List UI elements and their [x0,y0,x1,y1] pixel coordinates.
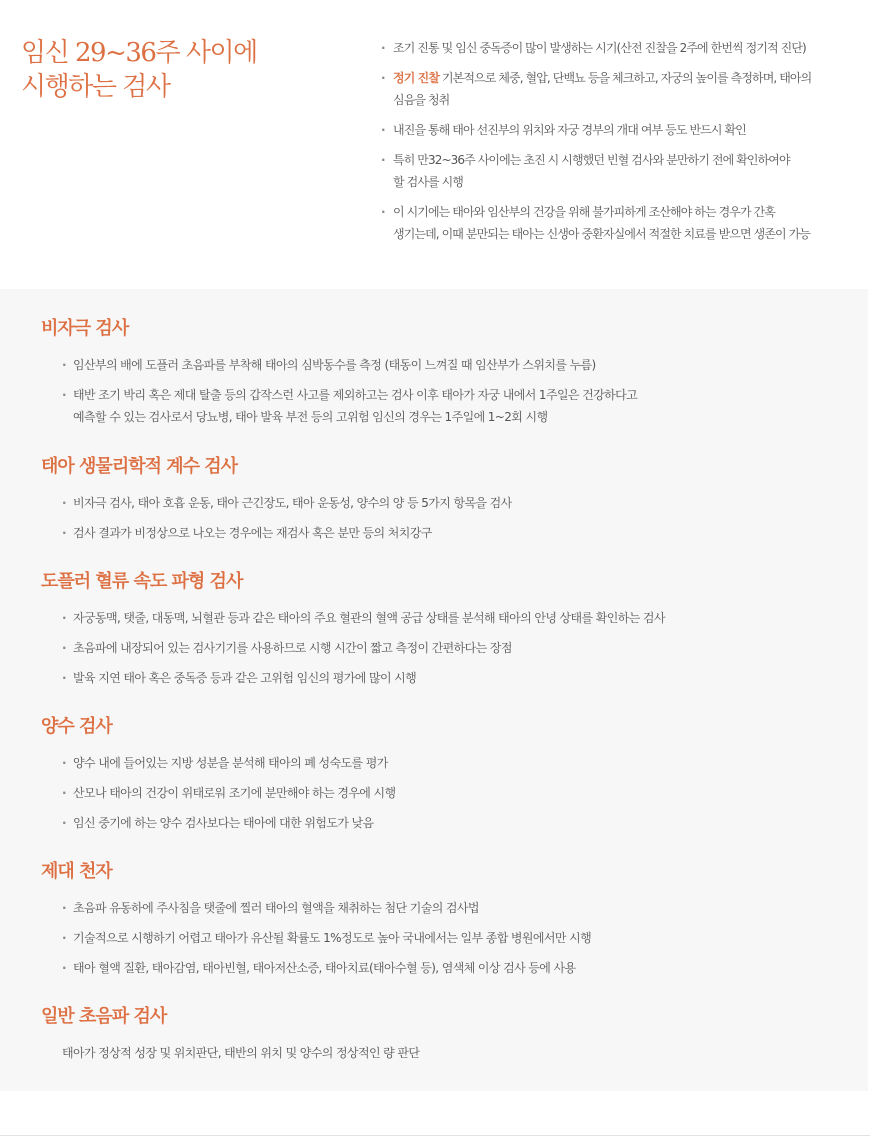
section-doppler-test [41,570,841,697]
intro-item-text: 기본적으로 체중, 혈압, 단백뇨 등을 체크하고, 자궁의 높이를 측정하며, 태아의 심음을 청취 [393,71,812,107]
section-list [41,354,841,428]
section-title: 도플러 혈류 속도 파형 검사 [41,571,243,592]
section-amniotic-test [41,715,841,842]
section-list [41,752,841,834]
list-item: · 비자극 검사, 태아 호흡 운동, 태아 근긴장도, 태아 운동성, 양수의 양 등 5가지 항목을 검사 [41,492,841,514]
intro-item [378,37,868,59]
section-cordocentesis [41,860,841,987]
section-general-ultrasound [41,1005,841,1064]
intro-item-highlight: 정기 진찰 [393,71,440,85]
intro-title: 임신 29~36주 사이에 시행하는 검사 [21,38,257,102]
list-item: · 초음파에 내장되어 있는 검사기기를 사용하므로 시행 시간이 짧고 측정이 간편하다는 장점 [41,637,841,659]
intro-item [378,119,868,141]
intro-item [378,149,868,193]
intro-item-text: 내진을 통해 태아 선진부의 위치와 자궁 경부의 개대 여부 등도 반드시 확인 [393,123,746,137]
bottom-divider [0,1135,870,1136]
list-item: · 기술적으로 시행하기 어렵고 태아가 유산될 확률도 1%정도로 높아 국내에서는 일부 종합 병원에서만 시행 [41,927,841,949]
exam-panel [0,289,868,1091]
intro-item-text: 이 시기에는 태아와 임산부의 건강을 위해 불가피하게 조산해야 하는 경우가 간혹 생기는데, 이때 분만되는 태아는 신생아 중환자실에서 적절한 치료를 받으면 생존이 가능 [393,205,810,241]
intro-list [378,37,868,253]
list-item: · 검사 결과가 비정상으로 나오는 경우에는 재검사 혹은 분만 등의 처치강구 [41,522,841,544]
section-nonstress-test [41,317,841,436]
section-title: 양수 검사 [41,716,112,737]
list-item: · 태반 조기 박리 혹은 제대 탈출 등의 갑작스런 사고를 제외하고는 검사 이후 태아가 자궁 내에서 1주일은 건강하다고 예측할 수 있는 검사로서 당뇨병, 태아 발육 부전 등의 고위험 임신의 경우는 1주일에 1~2회 시행 [41,384,841,428]
intro-item-text: 특히 만32~36주 사이에는 초진 시 시행했던 빈혈 검사와 분만하기 전에 확인하여야 할 검사를 시행 [393,153,790,189]
section-list [41,492,841,544]
section-title: 일반 초음파 검사 [41,1006,167,1027]
section-title: 태아 생물리학적 계수 검사 [41,456,238,477]
list-item: · 자궁동맥, 탯줄, 대동맥, 뇌혈관 등과 같은 태아의 주요 혈관의 혈액 공급 상태를 분석해 태아의 안녕 상태를 확인하는 검사 [41,607,841,629]
section-biophysical-profile [41,455,841,552]
list-item: · 임신 중기에 하는 양수 검사보다는 태아에 대한 위험도가 낮음 [41,812,841,834]
list-item: · 임산부의 배에 도플러 초음파를 부착해 태아의 심박동수를 측정 (태동이 느껴질 때 임산부가 스위치를 누름) [41,354,841,376]
intro-item-text: 조기 진통 및 임신 중독증이 많이 발생하는 시기(산전 진찰을 2주에 한번씩 정기적 진단) [393,41,806,55]
intro-item [378,67,868,111]
section-title: 제대 천자 [41,861,112,882]
list-item: · 발육 지연 태아 혹은 중독증 등과 같은 고위험 임신의 평가에 많이 시행 [41,667,841,689]
section-list [41,897,841,979]
list-item: · 태아 혈액 질환, 태아감염, 태아빈혈, 태아저산소증, 태아치료(태아수혈 등), 염색체 이상 검사 등에 사용 [41,957,841,979]
section-list [41,607,841,689]
intro-item [378,201,868,245]
section-paragraph: 태아가 정상적 성장 및 위치판단, 태반의 위치 및 양수의 정상적인 량 판단 [62,1046,420,1060]
list-item: · 양수 내에 들어있는 지방 성분을 분석해 태아의 폐 성숙도를 평가 [41,752,841,774]
list-item: · 산모나 태아의 건강이 위태로워 조기에 분만해야 하는 경우에 시행 [41,782,841,804]
section-title: 비자극 검사 [41,318,129,339]
intro-block [0,0,870,270]
list-item: · 초음파 유동하에 주사침을 탯줄에 찔러 태아의 혈액을 채취하는 첨단 기술의 검사법 [41,897,841,919]
